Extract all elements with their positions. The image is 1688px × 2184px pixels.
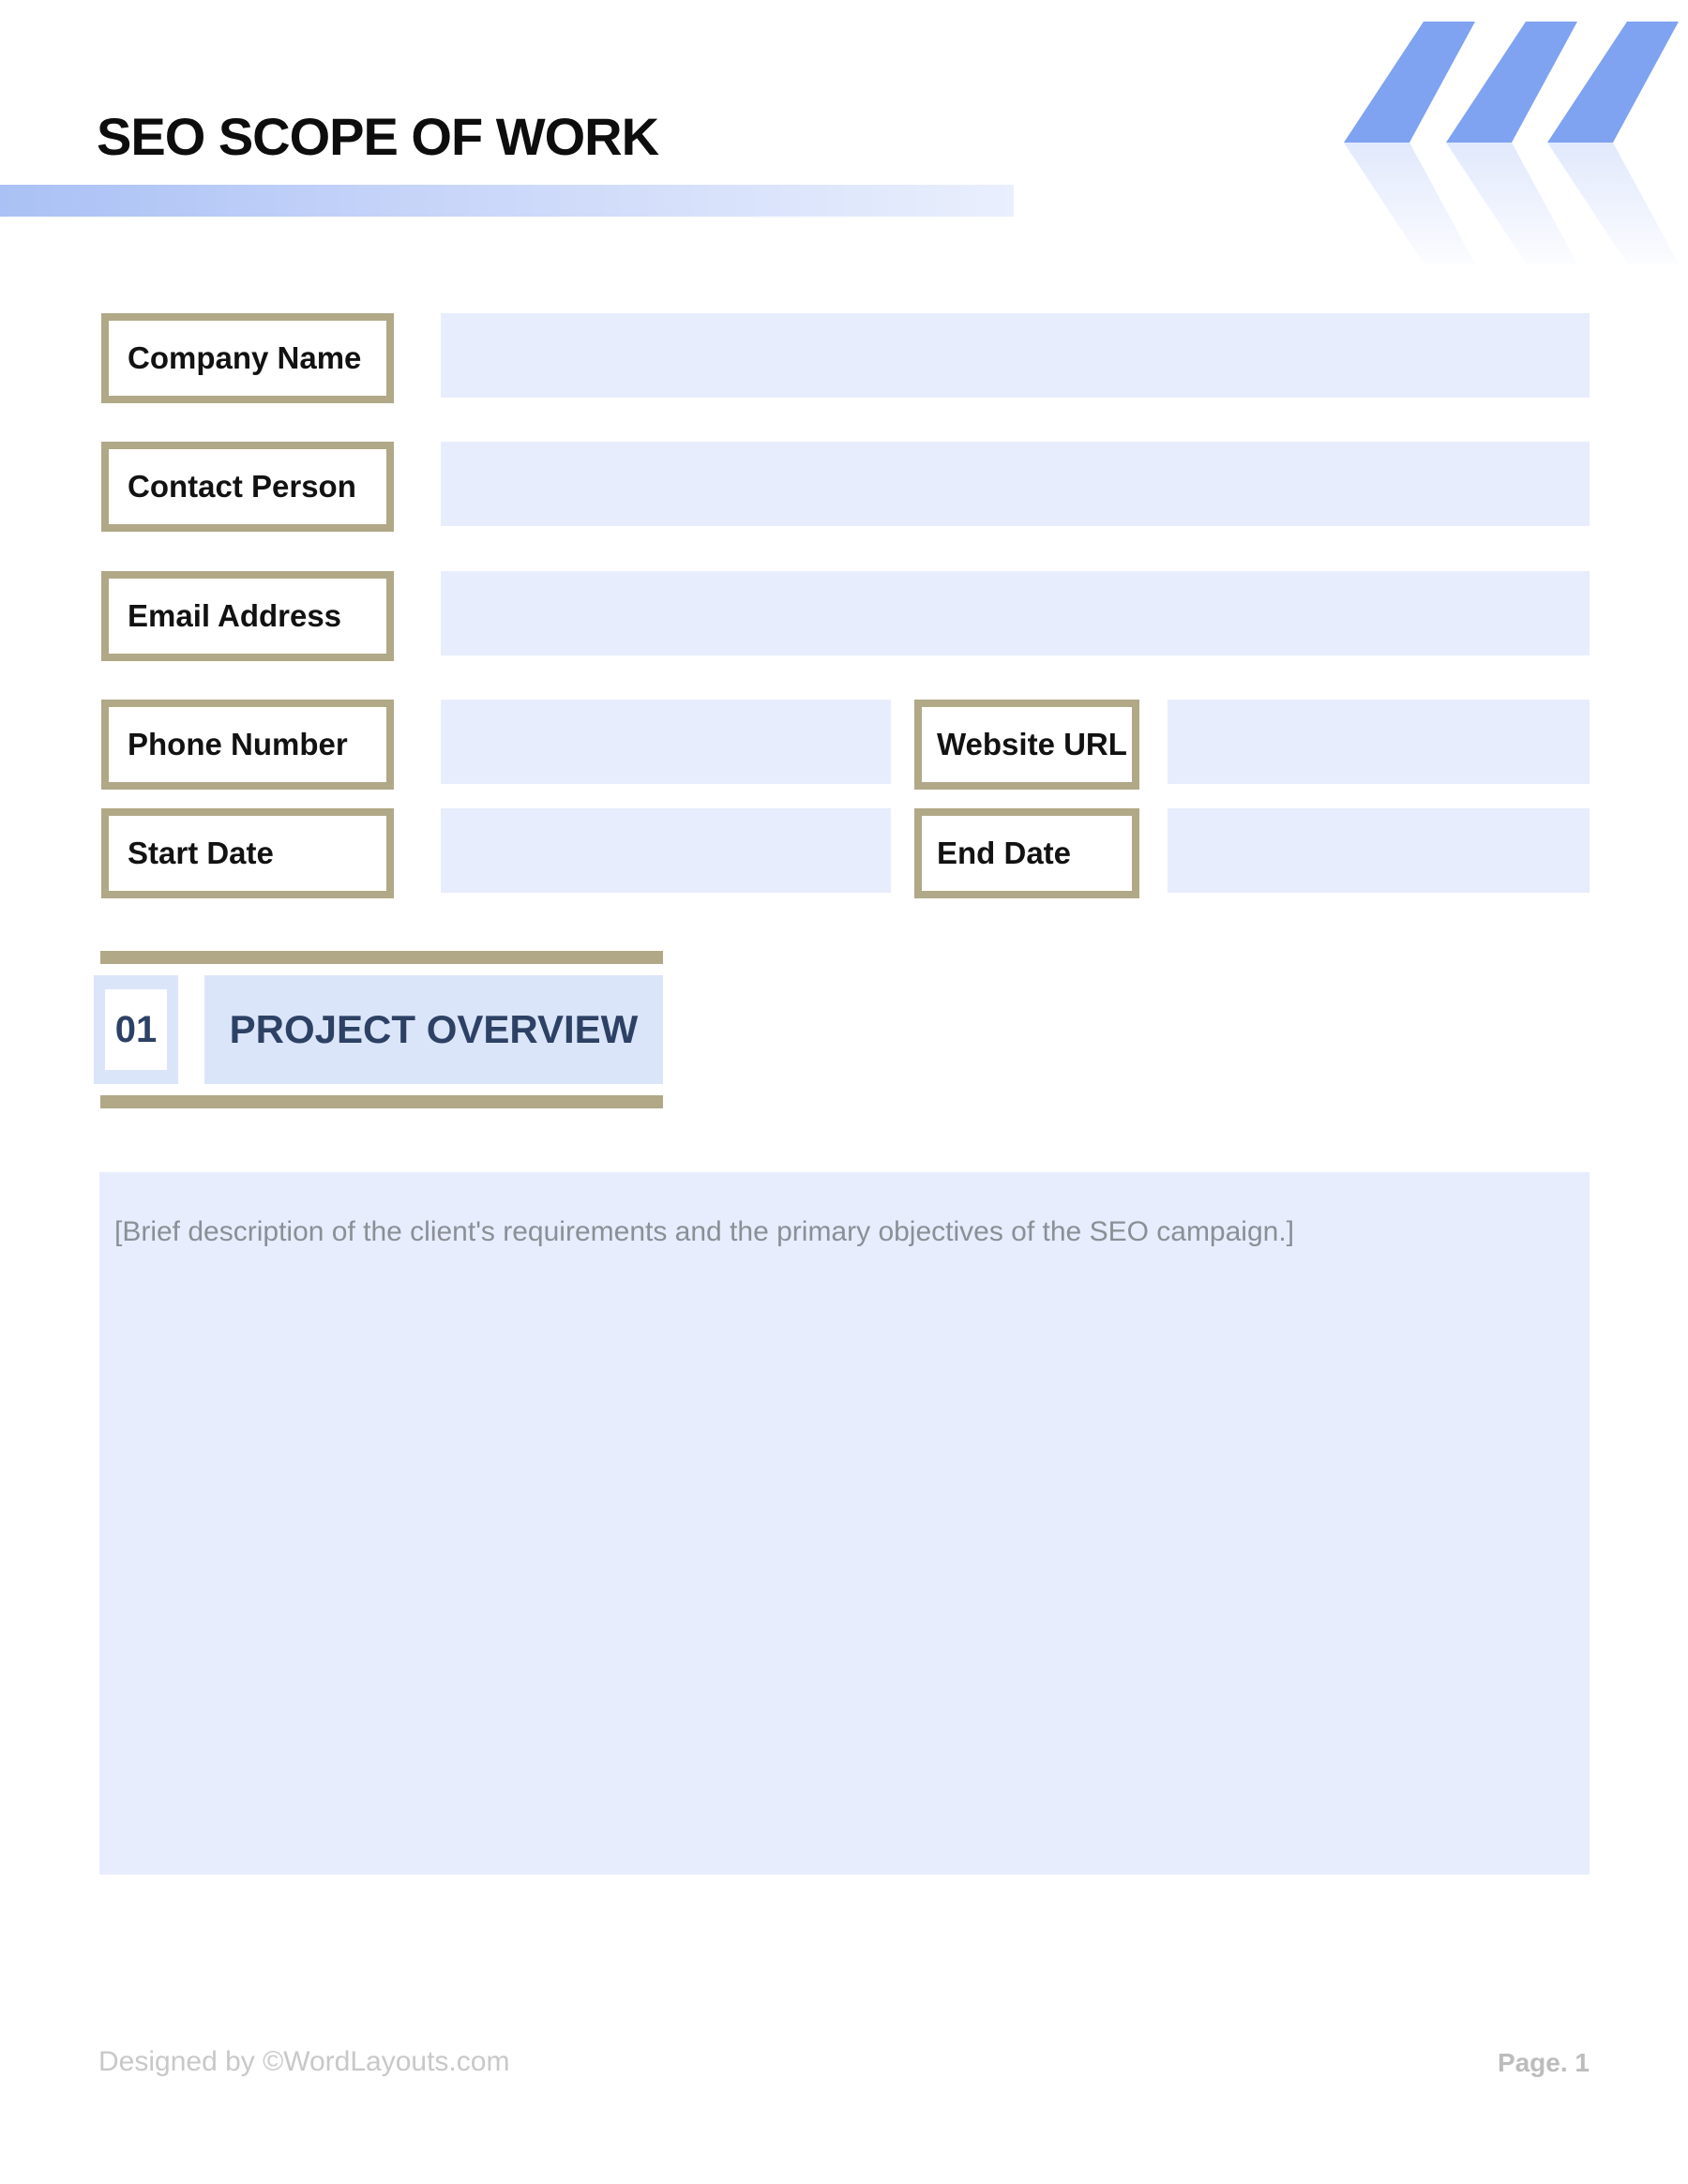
contact-person-input[interactable] (441, 442, 1590, 526)
title-underline-bar (0, 185, 1014, 217)
section-number-badge-inner (105, 989, 167, 1070)
end-date-label: End Date (937, 836, 1072, 870)
section-rule-bottom (100, 1095, 663, 1108)
end-date-input[interactable] (1168, 808, 1590, 893)
email-address-input[interactable] (441, 571, 1590, 655)
company-name-label: Company Name (128, 340, 362, 375)
start-date-input[interactable] (441, 808, 891, 893)
section-rule-top (100, 951, 663, 964)
phone-number-label: Phone Number (128, 727, 348, 761)
section-number-badge (94, 975, 178, 1084)
website-url-label: Website URL (937, 727, 1127, 761)
stripe-1-reflection (1344, 143, 1475, 264)
section-number: 01 (114, 1008, 158, 1050)
section-title-bar (204, 975, 663, 1084)
phone-number-label-box (101, 700, 394, 790)
website-url-label-box (914, 700, 1139, 790)
website-url-input[interactable] (1168, 700, 1590, 784)
start-date-label: Start Date (128, 836, 274, 870)
chevron-stripes-icon (1294, 0, 1688, 267)
project-overview-placeholder: [Brief description of the client's requirements and the primary objectives of the SEO campaign.] (114, 1216, 1295, 1247)
document-title: SEO SCOPE OF WORK (97, 107, 659, 166)
footer-page-number: Page. 1 (1497, 2048, 1590, 2077)
company-name-label-box (101, 313, 394, 403)
start-date-label-box (101, 808, 394, 898)
section-title: PROJECT OVERVIEW (229, 1007, 639, 1051)
email-address-label: Email Address (128, 598, 342, 633)
footer-credit: Designed by ©WordLayouts.com (98, 2046, 510, 2077)
stripe-2-reflection (1446, 143, 1577, 264)
stripe-2 (1446, 22, 1577, 143)
company-name-input[interactable] (441, 313, 1590, 398)
project-overview-textarea[interactable] (99, 1172, 1590, 1875)
stripe-1 (1344, 22, 1475, 143)
end-date-label-box (914, 808, 1139, 898)
contact-person-label-box (101, 442, 394, 532)
email-address-label-box (101, 571, 394, 661)
phone-number-input[interactable] (441, 700, 891, 784)
contact-person-label: Contact Person (128, 469, 356, 504)
